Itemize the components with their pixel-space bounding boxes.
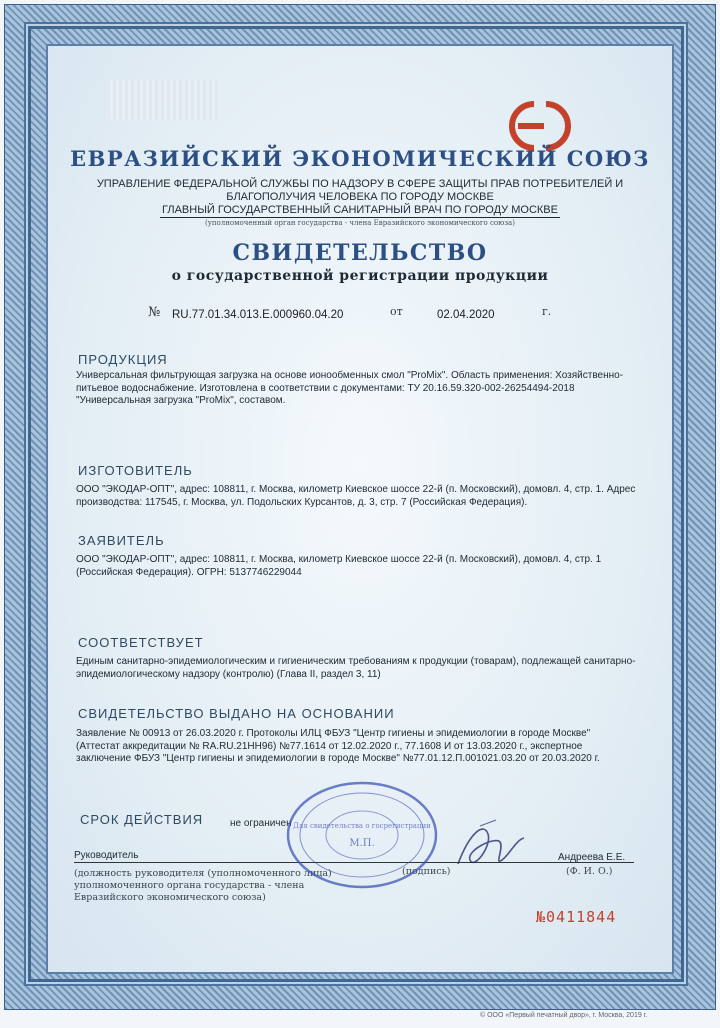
conforms-text: Единым санитарно-эпидемиологическим и гигиеническим требованиям к продукции (товарам), подлежащей санитарно-эпидемиологическому надзору (контролю) (Глава II, раздел 3, 11) [76,656,636,680]
signature-note: (подпись) [402,866,451,877]
management-line-3: ГЛАВНЫЙ ГОСУДАРСТВЕННЫЙ САНИТАРНЫЙ ВРАЧ ПО ГОРОДУ МОСКВЕ [162,204,558,216]
validity-value: не ограничен [230,818,292,829]
from-label: от [390,305,403,318]
blank-number: №0411844 [536,908,617,926]
fio-note: (Ф. И. О.) [566,866,613,877]
management-block [60,178,660,218]
authority-note: (уполномоченный орган государства - члена Евразийского экономического союза) [205,219,515,227]
validity-heading: СРОК ДЕЙСТВИЯ [80,812,204,827]
basis-heading: СВИДЕТЕЛЬСТВО ВЫДАНО НА ОСНОВАНИИ [78,706,395,721]
document-title: СВИДЕТЕЛЬСТВО [232,240,488,266]
management-line-1: УПРАВЛЕНИЕ ФЕДЕРАЛЬНОЙ СЛУЖБЫ ПО НАДЗОРУ В СФЕРЕ ЗАЩИТЫ ПРАВ ПОТРЕБИТЕЛЕЙ И [96,178,624,190]
position-note: (должность руководителя (уполномоченного лица) уполномоченного органа государства - члена Евразийского экономического союза) [74,868,332,903]
union-name: ЕВРАЗИЙСКИЙ ЭКОНОМИЧЕСКИЙ СОЮЗ [70,146,650,171]
product-text: Универсальная фильтрующая загрузка на основе ионообменных смол "ProMix". Область применения: Хозяйственно-питьевое водоснабжение. Изготовлена в соответствии с документами: ТУ 20.16.59.320-002-26254494-2018 "Универсальная загрузка "ProMix", составом. [76,370,624,406]
applicant-text: ООО "ЭКОДАР-ОПТ", адрес: 108811, г. Москва, километр Киевское шоссе 22-й (п. Московский), домовл. 4, стр. 1 (Российская Федерация). ОГРН: 5137746229044 [76,554,602,578]
conforms-heading: СООТВЕТСТВУЕТ [78,635,204,650]
handwritten-signature-icon [440,812,540,882]
document-subtitle: о государственной регистрации продукции [171,268,549,284]
year-suffix: г. [542,305,552,318]
applicant-heading: ЗАЯВИТЕЛЬ [78,533,165,548]
product-heading: ПРОДУКЦИЯ [78,352,168,367]
printer-note: © ООО «Первый печатный двор», г. Москва, 2019 г. [480,1012,648,1019]
registration-number: RU.77.01.34.013.Е.000960.04.20 [172,309,344,321]
stamp-center-text: Для свидетельства о госрегистрации [293,822,431,830]
basis-text: Заявление № 00913 от 26.03.2020 г. Протоколы ИЛЦ ФБУЗ "Центр гигиены и эпидемиологии в городе Москве" (Аттестат аккредитации № RA.RU.21НН96) №77.1614 от 12.02.2020 г., 77.1608 И от 13.03.2020 г., экспертное заключение ФБУЗ "Центр гигиены и эпидемиологии в городе Москве" №77.01.12.П.001021.03.20 от 20.03.2020 г. [76,728,600,764]
manufacturer-text: ООО "ЭКОДАР-ОПТ", адрес: 108811, г. Москва, километр Киевское шоссе 22-й (п. Московский), домовл. 4, стр. 1. Адрес производства: 117545, г. Москва, ул. Подольских Курсантов, д. 3, стр. 7 (Российская Федерация). [76,484,636,508]
manufacturer-heading: ИЗГОТОВИТЕЛЬ [78,463,193,478]
redaction-patch [110,80,220,120]
stamp-mp: М.П. [349,838,375,849]
number-sign: № [148,305,161,320]
head-label: Руководитель [74,850,139,861]
official-stamp-icon [282,780,442,890]
registration-date: 02.04.2020 [437,309,495,321]
signer-name: Андреева Е.Е. [558,852,626,863]
management-line-2: БЛАГОПОЛУЧИЯ ЧЕЛОВЕКА ПО ГОРОДУ МОСКВЕ [226,191,494,203]
